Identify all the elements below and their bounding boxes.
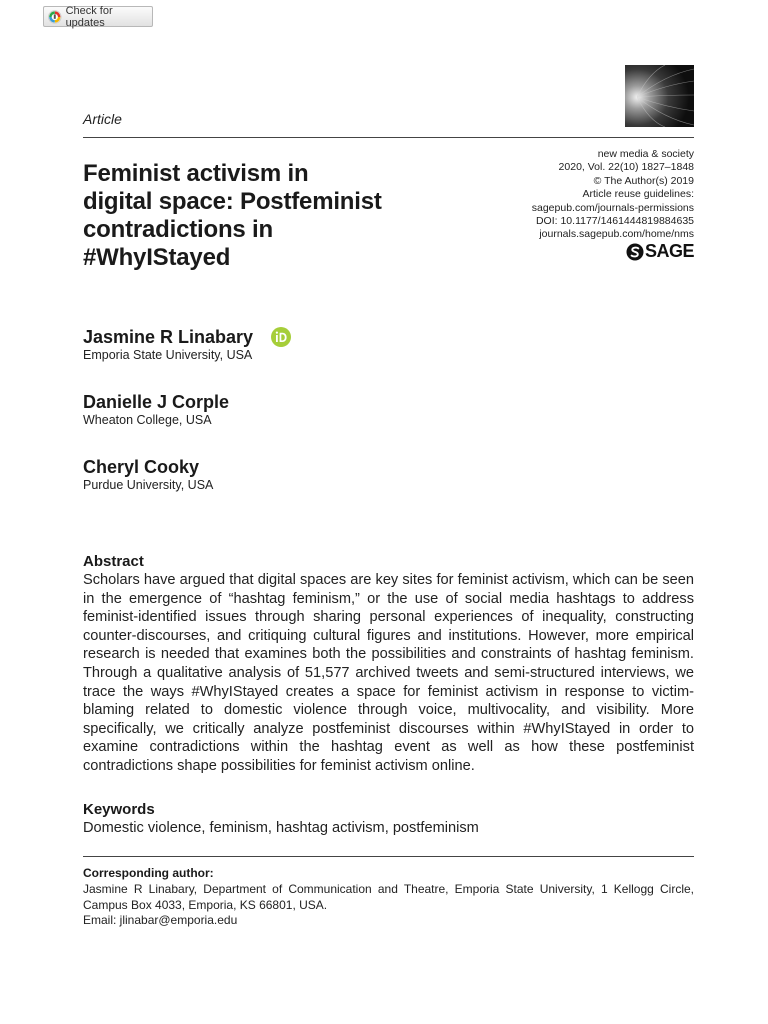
article-type-label: Article: [83, 111, 122, 127]
title-line: digital space: Postfeminist: [83, 188, 382, 215]
doi: DOI: 10.1177/1461444819884635: [535, 215, 694, 228]
title-line: contradictions in: [83, 216, 273, 243]
journal-citation: 2020, Vol. 22(10) 1827–1848: [558, 161, 694, 174]
keywords-text: Domestic violence, feminism, hashtag activism, postfeminism: [83, 820, 479, 836]
check-for-updates-label: Check for updates: [65, 4, 113, 29]
title-line: #WhyIStayed: [83, 244, 231, 271]
journal-info: [532, 148, 694, 242]
sage-logo: [626, 241, 694, 262]
corresponding-author-details: [83, 882, 694, 929]
article-title: [83, 160, 483, 272]
header-divider: [83, 137, 694, 138]
crossmark-icon: [48, 10, 62, 24]
abstract-heading: Abstract: [83, 553, 144, 570]
permissions-link[interactable]: sagepub.com/journals-permissions: [531, 201, 694, 214]
author-affiliation: Wheaton College, USA: [83, 413, 212, 427]
corresponding-author-heading: Corresponding author:: [83, 866, 214, 880]
author-affiliation: Purdue University, USA: [83, 478, 214, 492]
author-name: Jasmine R Linabary: [83, 327, 254, 347]
check-for-updates-button[interactable]: [43, 6, 153, 27]
journal-cover-image: [625, 65, 694, 127]
corresponding-author-address: Jasmine R Linabary, Department of Communication and Theatre, Emporia State University, 1 Kellogg Circle, Campus Box 4033, Emporia, KS 66801, USA.: [83, 882, 694, 912]
corresponding-author-email: Email: jlinabar@emporia.edu: [83, 913, 238, 928]
journal-homepage-link[interactable]: journals.sagepub.com/home/nms: [539, 228, 694, 241]
footer-divider: [83, 856, 694, 857]
copyright-line: © The Author(s) 2019: [593, 174, 694, 187]
author-affiliation: Emporia State University, USA: [83, 348, 253, 362]
publisher-name: SAGE: [644, 241, 694, 261]
orcid-icon[interactable]: [271, 327, 291, 347]
author-name: Cheryl Cooky: [83, 457, 200, 477]
sage-logo-icon: [626, 243, 644, 261]
journal-name: new media & society: [597, 148, 694, 160]
keywords-heading: Keywords: [83, 801, 155, 818]
title-line: Feminist activism in: [83, 160, 309, 187]
reuse-guidelines-label: Article reuse guidelines:: [582, 188, 694, 201]
author-name: Danielle J Corple: [83, 392, 230, 412]
abstract-text: Scholars have argued that digital spaces are key sites for feminist activism, which can be seen in the emergence of “hashtag feminism,” or the use of social media hashtags to address feminist-identified issues through sharing personal experiences of inequality, constructing counter-discourses, and critiquing cultural figures and institutions. However, more empirical research is needed that examines both the possibilities and constraints of hashtag feminism. Through a qualitative analysis of 51,577 archived tweets and semi-structured interviews, we trace the ways #WhyIStayed creates a space for feminist activism in response to victim-blaming related to domestic violence through voice, multivocality, and visibility. More specifically, we critically analyze postfeminist discourses within #WhyIStayed in order to examine contradictions within the hashtag event as well as how these postfeminist contradictions shape possibilities for feminist activism online.: [83, 572, 694, 774]
